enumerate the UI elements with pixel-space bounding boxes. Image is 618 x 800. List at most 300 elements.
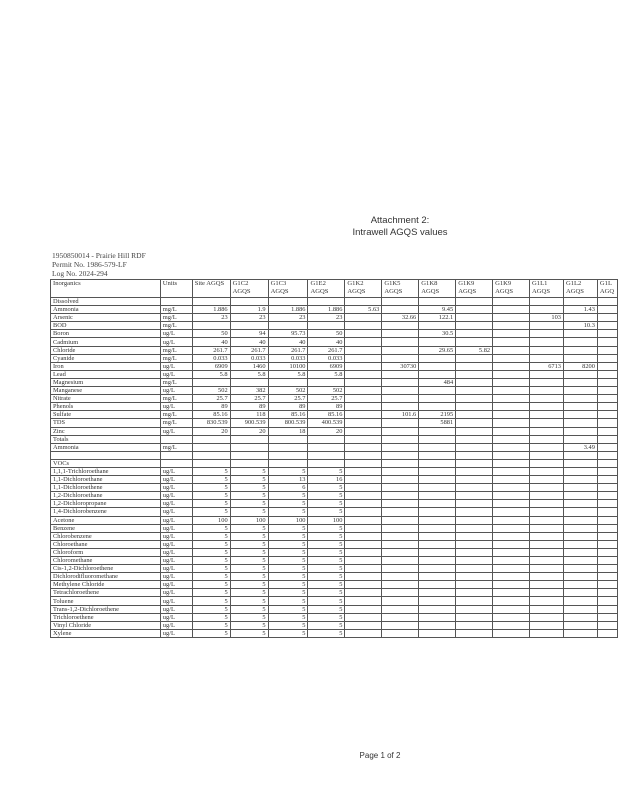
value-cell: [419, 548, 456, 556]
value-cell: [563, 540, 597, 548]
value-cell: 85.16: [192, 411, 230, 419]
value-cell: 484: [419, 378, 456, 386]
column-header: Inorganics: [51, 280, 161, 298]
value-cell: 0.033: [192, 354, 230, 362]
value-cell: 261.7: [268, 346, 308, 354]
value-cell: [345, 354, 382, 362]
value-cell: [382, 557, 419, 565]
value-cell: [456, 443, 493, 451]
unit-cell: ug/L: [160, 581, 192, 589]
column-header: G1K5 AGQS: [382, 280, 419, 298]
column-header: G1C2 AGQS: [230, 280, 268, 298]
facility-id-line: 1950850014 - Prairie Hill RDF: [52, 251, 146, 260]
parameter-cell: Acetone: [51, 516, 161, 524]
value-cell: [456, 540, 493, 548]
value-cell: 5: [192, 573, 230, 581]
value-cell: 5: [230, 548, 268, 556]
value-cell: 0.033: [268, 354, 308, 362]
value-cell: 5.8: [192, 370, 230, 378]
value-cell: 40: [268, 338, 308, 346]
value-cell: [192, 322, 230, 330]
value-cell: [345, 524, 382, 532]
value-cell: [382, 419, 419, 427]
value-cell: [419, 467, 456, 475]
value-cell: [493, 581, 530, 589]
value-cell: [493, 387, 530, 395]
value-cell: [493, 306, 530, 314]
value-cell: [493, 565, 530, 573]
value-cell: [563, 581, 597, 589]
parameter-cell: Cyanide: [51, 354, 161, 362]
value-cell: [530, 467, 564, 475]
value-cell: [563, 419, 597, 427]
value-cell: [382, 565, 419, 573]
value-cell: [493, 492, 530, 500]
value-cell: [456, 354, 493, 362]
value-cell: [345, 621, 382, 629]
value-cell: [345, 395, 382, 403]
value-cell: 100: [230, 516, 268, 524]
value-cell: [382, 508, 419, 516]
value-cell: 5: [268, 540, 308, 548]
value-cell: [345, 451, 382, 459]
value-cell: [345, 540, 382, 548]
unit-cell: ug/L: [160, 605, 192, 613]
unit-cell: ug/L: [160, 573, 192, 581]
table-row: [51, 435, 618, 443]
table-row: [51, 346, 618, 354]
value-cell: 5: [192, 532, 230, 540]
value-cell: [345, 597, 382, 605]
value-cell: 5: [192, 613, 230, 621]
value-cell: 5: [230, 508, 268, 516]
value-cell: [382, 306, 419, 314]
value-cell: [597, 395, 617, 403]
value-cell: [493, 330, 530, 338]
value-cell: [419, 516, 456, 524]
value-cell: [530, 484, 564, 492]
value-cell: [382, 330, 419, 338]
value-cell: [493, 508, 530, 516]
unit-cell: ug/L: [160, 492, 192, 500]
unit-cell: ug/L: [160, 387, 192, 395]
value-cell: [530, 605, 564, 613]
value-cell: [192, 451, 230, 459]
parameter-cell: TDS: [51, 419, 161, 427]
value-cell: [493, 370, 530, 378]
value-cell: 5: [308, 532, 345, 540]
value-cell: 5: [230, 476, 268, 484]
value-cell: [493, 476, 530, 484]
value-cell: 103: [530, 314, 564, 322]
value-cell: [345, 387, 382, 395]
value-cell: [597, 411, 617, 419]
column-header: Site AGQS: [192, 280, 230, 298]
unit-cell: ug/L: [160, 508, 192, 516]
value-cell: 5: [268, 557, 308, 565]
value-cell: [419, 597, 456, 605]
value-cell: [597, 476, 617, 484]
column-header: G1L2 AGQS: [563, 280, 597, 298]
unit-cell: ug/L: [160, 476, 192, 484]
unit-cell: ug/L: [160, 484, 192, 492]
value-cell: [493, 403, 530, 411]
value-cell: [530, 548, 564, 556]
unit-cell: mg/L: [160, 419, 192, 427]
value-cell: [419, 476, 456, 484]
unit-cell: mg/L: [160, 322, 192, 330]
table-row: [51, 338, 618, 346]
value-cell: [597, 557, 617, 565]
value-cell: [563, 459, 597, 467]
value-cell: [382, 427, 419, 435]
value-cell: [345, 330, 382, 338]
value-cell: [597, 387, 617, 395]
value-cell: 5: [192, 476, 230, 484]
value-cell: [563, 378, 597, 386]
value-cell: [419, 443, 456, 451]
value-cell: [419, 565, 456, 573]
value-cell: [530, 524, 564, 532]
value-cell: 5: [192, 467, 230, 475]
value-cell: [563, 573, 597, 581]
value-cell: [382, 370, 419, 378]
column-header: G1K9 AGQS: [493, 280, 530, 298]
value-cell: [597, 532, 617, 540]
parameter-cell: Dissolved: [51, 298, 161, 306]
value-cell: [345, 419, 382, 427]
parameter-cell: Dichlorodifluoromethane: [51, 573, 161, 581]
value-cell: [493, 540, 530, 548]
value-cell: [530, 427, 564, 435]
table-row: [51, 484, 618, 492]
value-cell: [456, 508, 493, 516]
value-cell: 5: [308, 557, 345, 565]
parameter-cell: VOCs: [51, 459, 161, 467]
value-cell: [530, 451, 564, 459]
value-cell: [597, 573, 617, 581]
value-cell: [563, 597, 597, 605]
value-cell: [493, 314, 530, 322]
table-row: [51, 459, 618, 467]
value-cell: [456, 597, 493, 605]
value-cell: [597, 500, 617, 508]
parameter-cell: Chloroform: [51, 548, 161, 556]
value-cell: [268, 435, 308, 443]
value-cell: [597, 435, 617, 443]
value-cell: [530, 573, 564, 581]
value-cell: 261.7: [230, 346, 268, 354]
value-cell: 5: [230, 557, 268, 565]
value-cell: [530, 540, 564, 548]
value-cell: [419, 557, 456, 565]
value-cell: 800.539: [268, 419, 308, 427]
value-cell: [268, 298, 308, 306]
value-cell: [192, 378, 230, 386]
value-cell: [597, 508, 617, 516]
value-cell: [456, 435, 493, 443]
value-cell: [563, 532, 597, 540]
value-cell: 89: [268, 403, 308, 411]
value-cell: [456, 629, 493, 637]
value-cell: [563, 621, 597, 629]
value-cell: 5.8: [268, 370, 308, 378]
value-cell: [345, 500, 382, 508]
page-number: Page 1 of 2: [359, 751, 401, 760]
value-cell: [268, 378, 308, 386]
value-cell: 5: [192, 524, 230, 532]
table-row: [51, 597, 618, 605]
parameter-cell: Chloroethane: [51, 540, 161, 548]
value-cell: 5881: [419, 419, 456, 427]
value-cell: [563, 500, 597, 508]
value-cell: [456, 330, 493, 338]
value-cell: [493, 395, 530, 403]
value-cell: [493, 605, 530, 613]
parameter-cell: [51, 451, 161, 459]
value-cell: [493, 629, 530, 637]
value-cell: 5: [308, 548, 345, 556]
value-cell: 1460: [230, 362, 268, 370]
value-cell: [493, 557, 530, 565]
value-cell: 5: [230, 597, 268, 605]
value-cell: 0.033: [230, 354, 268, 362]
table-row: [51, 370, 618, 378]
value-cell: [493, 411, 530, 419]
document-title: Attachment 2:: [370, 215, 430, 226]
unit-cell: ug/L: [160, 362, 192, 370]
unit-cell: [160, 298, 192, 306]
value-cell: [456, 362, 493, 370]
value-cell: [419, 540, 456, 548]
value-cell: 40: [192, 338, 230, 346]
value-cell: [456, 621, 493, 629]
value-cell: [597, 540, 617, 548]
value-cell: 5: [230, 605, 268, 613]
value-cell: [597, 516, 617, 524]
table-row: [51, 500, 618, 508]
value-cell: [563, 411, 597, 419]
unit-cell: ug/L: [160, 613, 192, 621]
value-cell: [382, 435, 419, 443]
value-cell: 10100: [268, 362, 308, 370]
value-cell: [382, 532, 419, 540]
table-row: [51, 378, 618, 386]
value-cell: 502: [192, 387, 230, 395]
value-cell: [382, 516, 419, 524]
value-cell: [530, 581, 564, 589]
value-cell: [563, 387, 597, 395]
value-cell: 261.7: [192, 346, 230, 354]
value-cell: [530, 298, 564, 306]
value-cell: [345, 573, 382, 581]
value-cell: [493, 532, 530, 540]
value-cell: [345, 532, 382, 540]
value-cell: [419, 629, 456, 637]
value-cell: [456, 314, 493, 322]
parameter-cell: Ammonia: [51, 306, 161, 314]
table-row: [51, 322, 618, 330]
value-cell: [419, 370, 456, 378]
value-cell: [493, 338, 530, 346]
value-cell: [530, 629, 564, 637]
value-cell: 20: [230, 427, 268, 435]
value-cell: [563, 403, 597, 411]
unit-cell: ug/L: [160, 370, 192, 378]
value-cell: [345, 443, 382, 451]
document-subtitle: Intrawell AGQS values: [352, 227, 448, 238]
value-cell: [530, 322, 564, 330]
value-cell: 5: [192, 540, 230, 548]
value-cell: [530, 589, 564, 597]
value-cell: [493, 573, 530, 581]
value-cell: [345, 565, 382, 573]
value-cell: [456, 403, 493, 411]
value-cell: 5: [192, 629, 230, 637]
value-cell: [530, 500, 564, 508]
value-cell: [597, 524, 617, 532]
value-cell: [597, 322, 617, 330]
table-row: [51, 605, 618, 613]
unit-cell: mg/L: [160, 378, 192, 386]
value-cell: [563, 395, 597, 403]
value-cell: [192, 298, 230, 306]
value-cell: [382, 540, 419, 548]
value-cell: [345, 492, 382, 500]
value-cell: 5: [308, 605, 345, 613]
table-row: [51, 362, 618, 370]
value-cell: 40: [230, 338, 268, 346]
value-cell: 5: [230, 613, 268, 621]
value-cell: [382, 395, 419, 403]
value-cell: [230, 451, 268, 459]
value-cell: 5: [308, 492, 345, 500]
value-cell: [382, 338, 419, 346]
value-cell: [530, 476, 564, 484]
table-row: [51, 427, 618, 435]
value-cell: 5: [268, 508, 308, 516]
value-cell: [530, 395, 564, 403]
value-cell: [382, 443, 419, 451]
table-row: [51, 524, 618, 532]
value-cell: [308, 378, 345, 386]
value-cell: [230, 459, 268, 467]
column-header: Units: [160, 280, 192, 298]
table-row: [51, 419, 618, 427]
parameter-cell: Ammonia: [51, 443, 161, 451]
value-cell: 5: [230, 581, 268, 589]
value-cell: 5: [230, 492, 268, 500]
value-cell: 5: [230, 467, 268, 475]
value-cell: 100: [268, 516, 308, 524]
parameter-cell: Chlorobenzene: [51, 532, 161, 540]
unit-cell: ug/L: [160, 524, 192, 532]
value-cell: [345, 411, 382, 419]
unit-cell: ug/L: [160, 565, 192, 573]
value-cell: [456, 451, 493, 459]
value-cell: 25.7: [308, 395, 345, 403]
table-row: [51, 354, 618, 362]
value-cell: [419, 387, 456, 395]
value-cell: 5: [308, 597, 345, 605]
value-cell: [563, 613, 597, 621]
value-cell: [456, 467, 493, 475]
value-cell: [382, 354, 419, 362]
value-cell: [493, 322, 530, 330]
value-cell: [345, 338, 382, 346]
value-cell: [493, 484, 530, 492]
value-cell: 5: [268, 492, 308, 500]
unit-cell: mg/L: [160, 306, 192, 314]
value-cell: [597, 419, 617, 427]
column-header: G1E2 AGQS: [308, 280, 345, 298]
value-cell: 29.65: [419, 346, 456, 354]
value-cell: [563, 354, 597, 362]
value-cell: 5: [308, 540, 345, 548]
value-cell: [419, 573, 456, 581]
table-row: [51, 298, 618, 306]
value-cell: [345, 476, 382, 484]
parameter-cell: Phenols: [51, 403, 161, 411]
unit-cell: ug/L: [160, 597, 192, 605]
unit-cell: ug/L: [160, 500, 192, 508]
value-cell: 5: [230, 589, 268, 597]
value-cell: [530, 597, 564, 605]
value-cell: 3.49: [563, 443, 597, 451]
parameter-cell: Trans-1,2-Dichloroethene: [51, 605, 161, 613]
value-cell: 382: [230, 387, 268, 395]
value-cell: [230, 435, 268, 443]
value-cell: 5: [230, 540, 268, 548]
value-cell: [419, 451, 456, 459]
parameter-cell: Tetrachloroethene: [51, 589, 161, 597]
value-cell: [382, 459, 419, 467]
table-row: [51, 548, 618, 556]
parameter-cell: Nitrate: [51, 395, 161, 403]
value-cell: 5: [230, 500, 268, 508]
value-cell: [563, 548, 597, 556]
parameter-cell: 1,4-Dichlorobenzene: [51, 508, 161, 516]
table-row: [51, 508, 618, 516]
value-cell: [563, 605, 597, 613]
value-cell: 101.6: [382, 411, 419, 419]
parameter-cell: Vinyl Chloride: [51, 621, 161, 629]
unit-cell: [160, 451, 192, 459]
value-cell: [493, 346, 530, 354]
value-cell: 18: [268, 427, 308, 435]
value-cell: 5: [192, 605, 230, 613]
value-cell: 6909: [192, 362, 230, 370]
value-cell: 5: [268, 589, 308, 597]
value-cell: 5: [192, 581, 230, 589]
unit-cell: ug/L: [160, 557, 192, 565]
table-row: [51, 403, 618, 411]
value-cell: 50: [308, 330, 345, 338]
value-cell: [230, 443, 268, 451]
value-cell: [419, 435, 456, 443]
value-cell: 5: [230, 565, 268, 573]
value-cell: [530, 370, 564, 378]
value-cell: [493, 589, 530, 597]
parameter-cell: Zinc: [51, 427, 161, 435]
value-cell: 5: [268, 524, 308, 532]
value-cell: [493, 354, 530, 362]
value-cell: [382, 484, 419, 492]
unit-cell: ug/L: [160, 621, 192, 629]
value-cell: [268, 443, 308, 451]
value-cell: [530, 378, 564, 386]
value-cell: 5: [230, 524, 268, 532]
